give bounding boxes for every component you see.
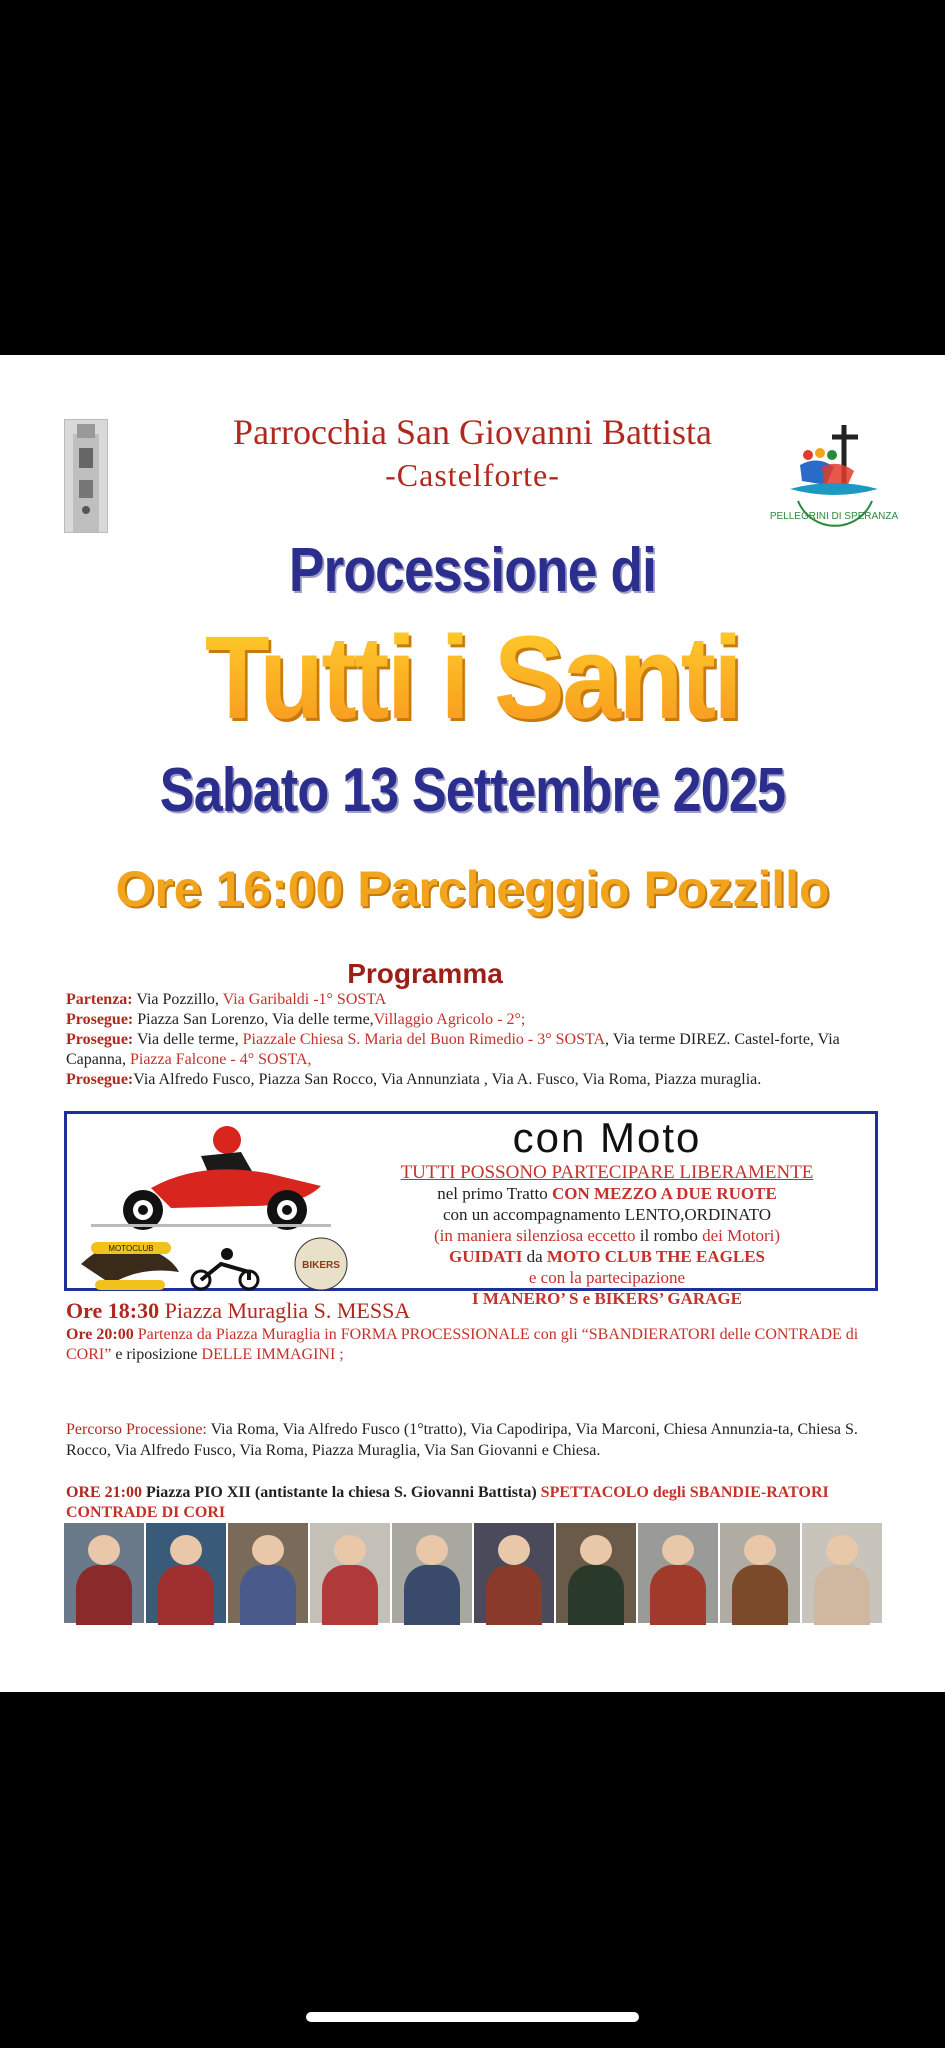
saint-robe	[650, 1565, 706, 1625]
saint-image	[228, 1523, 308, 1623]
saint-robe	[158, 1565, 214, 1625]
start-time-place: Ore 16:00 Parcheggio Pozzillo	[115, 861, 830, 917]
saint-face	[662, 1535, 694, 1565]
procession-heading: Processione di	[288, 536, 657, 605]
saint-robe	[76, 1565, 132, 1625]
saints-image-strip	[64, 1523, 882, 1623]
town-name: -Castelforte-	[385, 457, 560, 493]
prosegue-line-3: Prosegue:Via Alfredo Fusco, Piazza San Rocco, Via Annunziata , Via A. Fusco, Via Roma, Piazza muraglia.	[66, 1071, 762, 1088]
moto-description: TUTTI POSSONO PARTECIPARE LIBERAMENTE nel primo Tratto CON MEZZO A DUE RUOTE con un accompagnamento LENTO,ORDINATO (in maniera silenziosa eccetto il rombo dei Motori) GUIDATI da MOTO CLUB THE EAGLES e con la partecipazione I MANERO’ S e BIKERS’ GARAGE	[400, 1162, 814, 1308]
saint-image	[638, 1523, 718, 1623]
saint-image	[556, 1523, 636, 1623]
parish-name: Parrocchia San Giovanni Battista	[233, 412, 712, 452]
saint-image	[310, 1523, 390, 1623]
saint-face	[826, 1535, 858, 1565]
saint-robe	[814, 1565, 870, 1625]
ore21-line: ORE 21:00 Piazza PIO XII (antistante la chiesa S. Giovanni Battista) SPETTACOLO degli SBANDIE-RATORI CONTRADE DI CORI	[66, 1484, 829, 1521]
saint-face	[744, 1535, 776, 1565]
saint-face	[416, 1535, 448, 1565]
saint-image	[802, 1523, 882, 1623]
saint-robe	[568, 1565, 624, 1625]
moto-box	[64, 1111, 878, 1308]
programma-text	[66, 990, 886, 1090]
saint-robe	[732, 1565, 788, 1625]
percorso-line: Percorso Processione: Via Roma, Via Alfredo Fusco (1°tratto), Via Capodiripa, Via Marconi, Chiesa Annunzia-ta, Chiesa S. Rocco, Via Alfredo Fusco, Via Roma, Piazza Muraglia, Via San Giovanni e Chiesa.	[66, 1421, 858, 1459]
svg-text:PELLEGRINI DI SPERANZA: PELLEGRINI DI SPERANZA	[769, 511, 899, 522]
saint-face	[580, 1535, 612, 1565]
saint-robe	[404, 1565, 460, 1625]
event-title: Tutti i Santi	[47, 610, 898, 746]
saint-image	[392, 1523, 472, 1623]
saint-image	[720, 1523, 800, 1623]
event-date: Sabato 13 Settembre 2025	[159, 756, 786, 825]
saint-image	[64, 1523, 144, 1623]
saint-image	[146, 1523, 226, 1623]
saint-face	[334, 1535, 366, 1565]
saint-robe	[322, 1565, 378, 1625]
ore20-line: Ore 20:00 Partenza da Piazza Muraglia in FORMA PROCESSIONALE con gli “SBANDIERATORI delle CONTRADE di CORI” e riposizione DELLE IMMAGINI ;	[66, 1326, 859, 1363]
saint-face	[170, 1535, 202, 1565]
partenza-line: Partenza: Via Pozzillo, Via Garibaldi -1° SOSTA	[66, 991, 387, 1008]
prosegue-line-1: Prosegue: Piazza San Lorenzo, Via delle terme,Villaggio Agricolo - 2°;	[66, 1011, 526, 1028]
home-indicator[interactable]	[306, 2012, 639, 2022]
con-moto-title: con Moto	[512, 1114, 702, 1161]
svg-text:MOTOCLUB: MOTOCLUB	[108, 1244, 154, 1253]
saint-face	[252, 1535, 284, 1565]
saint-robe	[486, 1565, 542, 1625]
event-poster	[0, 355, 945, 1692]
programma-title: Programma	[347, 958, 503, 989]
saint-image	[474, 1523, 554, 1623]
saint-face	[498, 1535, 530, 1565]
saint-face	[88, 1535, 120, 1565]
saint-robe	[240, 1565, 296, 1625]
messa-line: Ore 18:30 Piazza Muraglia S. MESSA	[66, 1298, 411, 1323]
sponsor-logos	[71, 1236, 371, 1292]
motorcycle-rider-icon	[81, 1122, 341, 1232]
svg-text:BIKERS: BIKERS	[302, 1260, 340, 1271]
prosegue-line-2: Prosegue: Via delle terme, Piazzale Chiesa S. Maria del Buon Rimedio - 3° SOSTA, Via terme DIREZ. Castel-forte, Via Capanna, Piazza Falcone - 4° SOSTA,	[66, 1031, 840, 1068]
